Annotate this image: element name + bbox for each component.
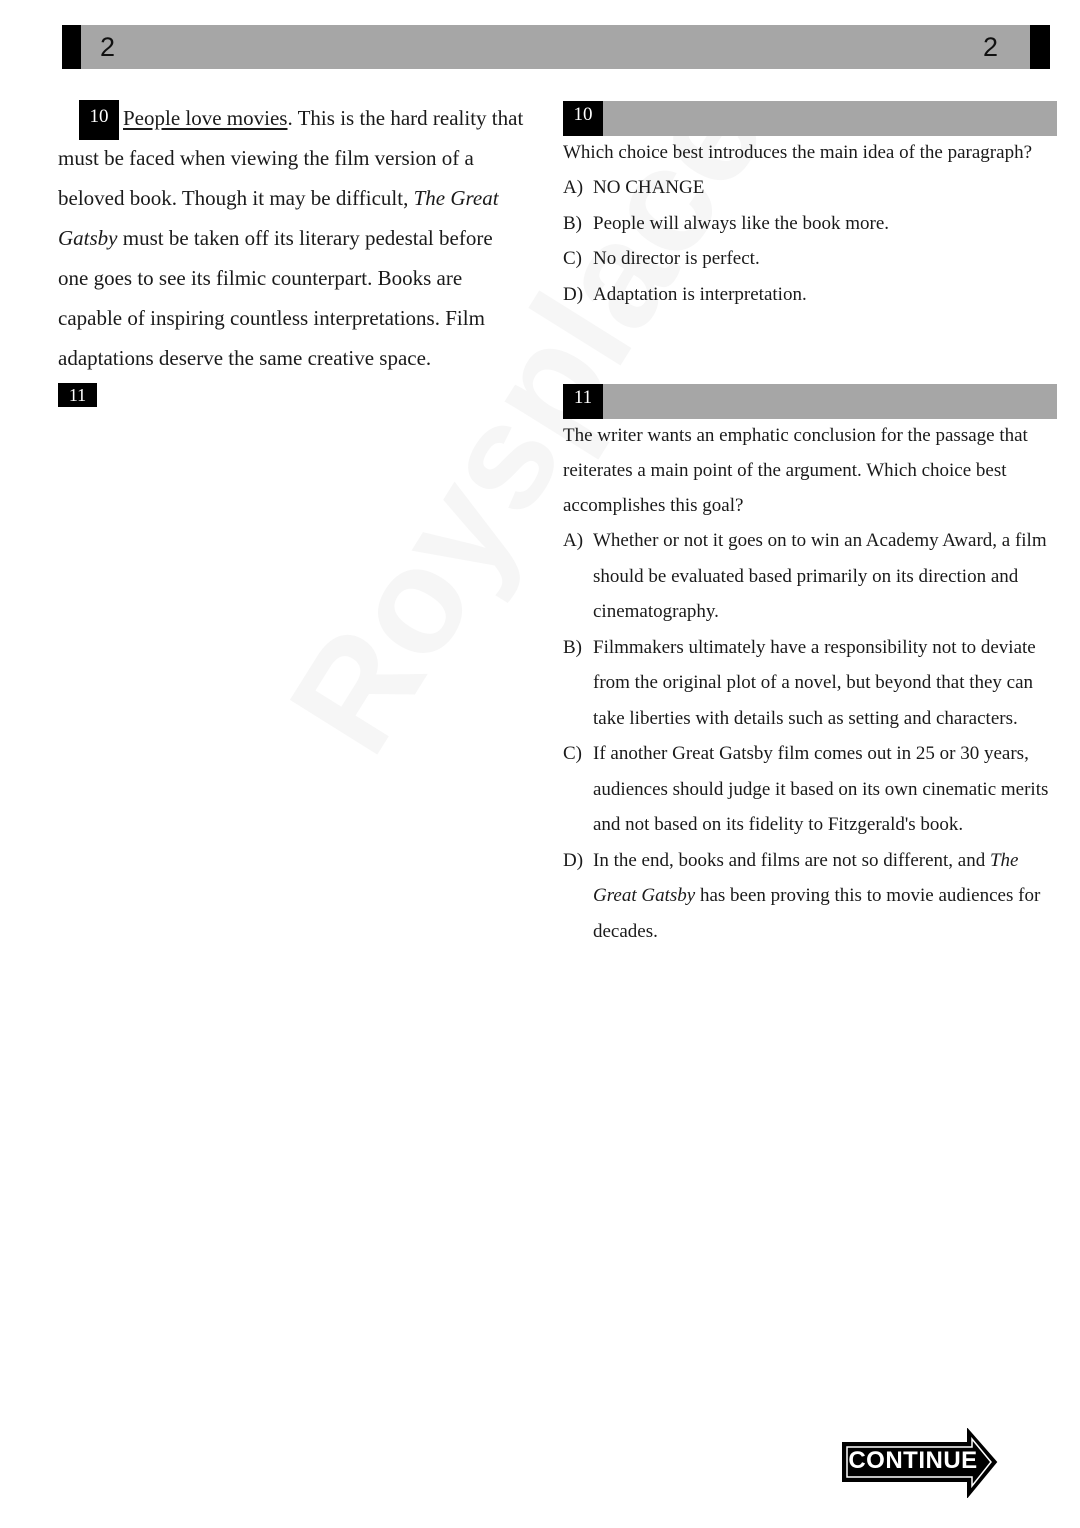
question-header (563, 101, 1057, 136)
choice-d[interactable] (563, 277, 1057, 313)
section-number-left: 2 (100, 32, 116, 62)
choice-letter: D) (563, 283, 584, 305)
choice-a[interactable] (563, 523, 1057, 630)
choice-d[interactable] (563, 843, 1057, 950)
choice-letter: D) (563, 849, 584, 871)
choice-c[interactable] (563, 241, 1057, 277)
question-marker-11[interactable]: 11 (58, 383, 97, 407)
choice-text: NO CHANGE (593, 177, 705, 198)
header-right-edge (1030, 25, 1050, 69)
question-10 (563, 101, 1057, 312)
choice-text-after: has been proving this to movie audiences for decades. (593, 885, 1041, 942)
answer-choices (563, 523, 1057, 949)
section-number-right: 2 (982, 32, 998, 62)
choice-text: Whether or not it goes on to win an Academy Award, a film should be evaluated based primarily on its direction and cinematography. (593, 530, 1047, 622)
choice-letter: A) (563, 177, 584, 198)
choice-text: Adaptation is interpretation. (593, 283, 807, 305)
choice-letter: C) (563, 743, 582, 764)
choice-b[interactable] (563, 206, 1057, 242)
choice-c[interactable] (563, 736, 1057, 843)
answer-choices (563, 170, 1057, 312)
question-number: 10 (563, 101, 603, 136)
question-marker-10[interactable]: 10 (79, 100, 119, 140)
choice-text: No director is perfect. (593, 248, 760, 269)
choice-letter: C) (563, 248, 582, 269)
choice-letter: B) (563, 212, 582, 234)
choice-text: If another Great Gatsby film comes out in 25 or 30 years, audiences should judge it based on its own cinematic merits and not based on its fidelity to Fitzgerald's book. (593, 743, 1049, 835)
choice-b[interactable] (563, 630, 1057, 737)
choice-text: People will always like the book more. (593, 212, 890, 234)
choice-a[interactable] (563, 170, 1057, 206)
question-stem: The writer wants an emphatic conclusion for the passage that reiterates a main point of the argument. Which choice best accomplishes this goal? (563, 425, 1028, 516)
continue-label: CONTINUE (848, 1447, 978, 1474)
section-header-bar (62, 25, 1050, 69)
passage-book-title: The Great Gatsby (58, 186, 499, 250)
choice-book-title: The Great Gatsby (593, 849, 1019, 906)
question-11 (563, 384, 1057, 949)
header-left-edge (62, 25, 81, 69)
passage-text-2: must be taken off its literary pedestal before one goes to see its filmic counterpart. Books are capable of inspiring countless interpretations. Film adaptations deserve the same creative space. (58, 226, 493, 370)
choice-letter: B) (563, 636, 582, 658)
passage-paragraph (58, 98, 528, 378)
choice-letter: A) (563, 530, 584, 551)
question-stem: Which choice best introduces the main idea of the paragraph? (563, 142, 1032, 163)
underlined-portion[interactable]: People love movies (123, 106, 288, 130)
choice-text-before: In the end, books and films are not so different, and (593, 849, 990, 871)
passage-text-1: . This is the hard reality that must be faced when viewing the film version of a beloved book. Though it may be difficult, (58, 106, 524, 210)
continue-button[interactable] (841, 1428, 1001, 1498)
choice-text: Filmmakers ultimately have a responsibility not to deviate from the original plot of a novel, but beyond that they can take liberties with details such as setting and characters. (593, 636, 1036, 729)
question-header (563, 384, 1057, 419)
question-number: 11 (563, 384, 603, 419)
passage (58, 98, 528, 378)
